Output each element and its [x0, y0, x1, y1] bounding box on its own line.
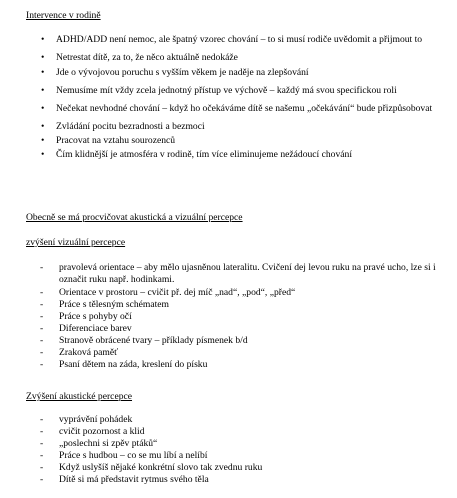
heading-vizualni: zvýšení vizuální percepce	[26, 237, 126, 248]
list-item-text: Psaní dětem na záda, kreslení do písku	[59, 359, 208, 370]
list-item	[0, 135, 441, 147]
bullet-icon: •	[41, 34, 45, 45]
list-item	[0, 347, 444, 359]
list-item-text: Když uslyšíš nějaké konkrétní slovo tak zvednu ruku	[59, 462, 263, 473]
list-item	[0, 34, 441, 46]
dash-list-vizualni	[0, 262, 457, 371]
list-item-text: Práce s pohyby očí	[59, 311, 132, 322]
list-item	[0, 85, 441, 97]
heading-percepce: Obecně se má procvičovat akustická a vizuální percepce	[26, 212, 243, 223]
list-item	[0, 121, 441, 133]
list-item	[0, 359, 444, 371]
heading-akusticke: Zvýšení akustické percepce	[26, 391, 133, 402]
dash-icon: -	[40, 359, 44, 370]
bullet-icon: •	[41, 85, 45, 96]
bullet-icon: •	[41, 149, 45, 160]
bullet-icon: •	[41, 67, 45, 78]
list-item-text: Netrestat dítě, za to, že něco aktuálně nedokáže	[56, 52, 238, 63]
bullet-icon: •	[41, 121, 45, 132]
list-item	[0, 474, 444, 486]
list-item-text: Práce s hudbou – co se mu líbí a nelíbí	[59, 450, 208, 461]
list-item	[0, 287, 444, 299]
list-item-text: Stranově obrácené tvary – příklady písmenek b/d	[59, 335, 248, 346]
dash-icon: -	[40, 323, 44, 334]
dash-icon: -	[40, 462, 44, 473]
dash-icon: -	[40, 262, 44, 273]
list-item	[0, 311, 444, 323]
bullet-icon: •	[41, 103, 45, 114]
bullet-icon: •	[41, 135, 45, 146]
list-item	[0, 414, 444, 426]
list-item-text: Pracovat na vztahu sourozenců	[56, 135, 176, 146]
dash-list-akusticke	[0, 414, 457, 486]
list-item	[0, 426, 444, 438]
list-item-text: Zraková paměť	[59, 347, 119, 358]
list-item-text: „poslechni si zpěv ptáků“	[59, 438, 158, 449]
list-item	[0, 103, 441, 115]
dash-icon: -	[40, 426, 44, 437]
bullet-icon: •	[41, 52, 45, 63]
dash-icon: -	[40, 347, 44, 358]
heading-intervence: Intervence v rodině	[26, 10, 101, 21]
list-item	[0, 438, 444, 450]
list-item	[0, 52, 441, 64]
list-item-text: Diferenciace barev	[59, 323, 132, 334]
list-item	[0, 323, 444, 335]
dash-icon: -	[40, 311, 44, 322]
list-item	[0, 450, 444, 462]
list-item-text: pravolevá orientace – aby mělo ujasněnou lateralitu. Cvičení dej levou ruku na pravé ucho, lze si i označit ruku např. hodinkami.	[59, 262, 436, 285]
dash-icon: -	[40, 450, 44, 461]
list-item	[0, 67, 441, 79]
list-item-text: vyprávění pohádek	[59, 414, 133, 425]
list-item-text: Zvládání pocitu bezradnosti a bezmoci	[56, 121, 205, 132]
dash-icon: -	[40, 414, 44, 425]
list-item	[0, 462, 444, 474]
list-item-text: Orientace v prostoru – cvičit př. dej míč „nad“, „pod“, „před“	[59, 287, 296, 298]
list-item-text: Dítě si má představit rytmus svého těla	[59, 474, 209, 485]
list-item-text: Nečekat nevhodné chování – když ho očekáváme dítě se našemu „očekávání“ bude přizpůsobovat	[56, 103, 433, 114]
dash-icon: -	[40, 287, 44, 298]
list-item	[0, 335, 444, 347]
list-item-text: Nemusíme mít vždy zcela jednotný přístup ve výchově – každý má svou specifickou roli	[56, 85, 397, 96]
list-item-text: ADHD/ADD není nemoc, ale špatný vzorec chování – to si musí rodiče uvědomit a přijmout to	[56, 34, 423, 45]
list-item	[0, 149, 441, 161]
list-item-text: cvičit pozornost a klid	[59, 426, 145, 437]
dash-icon: -	[40, 474, 44, 485]
dash-icon: -	[40, 335, 44, 346]
dash-icon: -	[40, 438, 44, 449]
list-item	[0, 299, 444, 311]
list-item-text: Čím klidnější je atmosféra v rodině, tím více eliminujeme nežádoucí chování	[56, 149, 352, 160]
list-item-text: Jde o vývojovou poruchu s vyšším věkem je naděje na zlepšování	[56, 67, 309, 78]
list-item-text: Práce s tělesným schématem	[59, 299, 170, 310]
dash-icon: -	[40, 299, 44, 310]
list-item	[0, 262, 444, 286]
bullet-list-intervence	[0, 34, 457, 167]
